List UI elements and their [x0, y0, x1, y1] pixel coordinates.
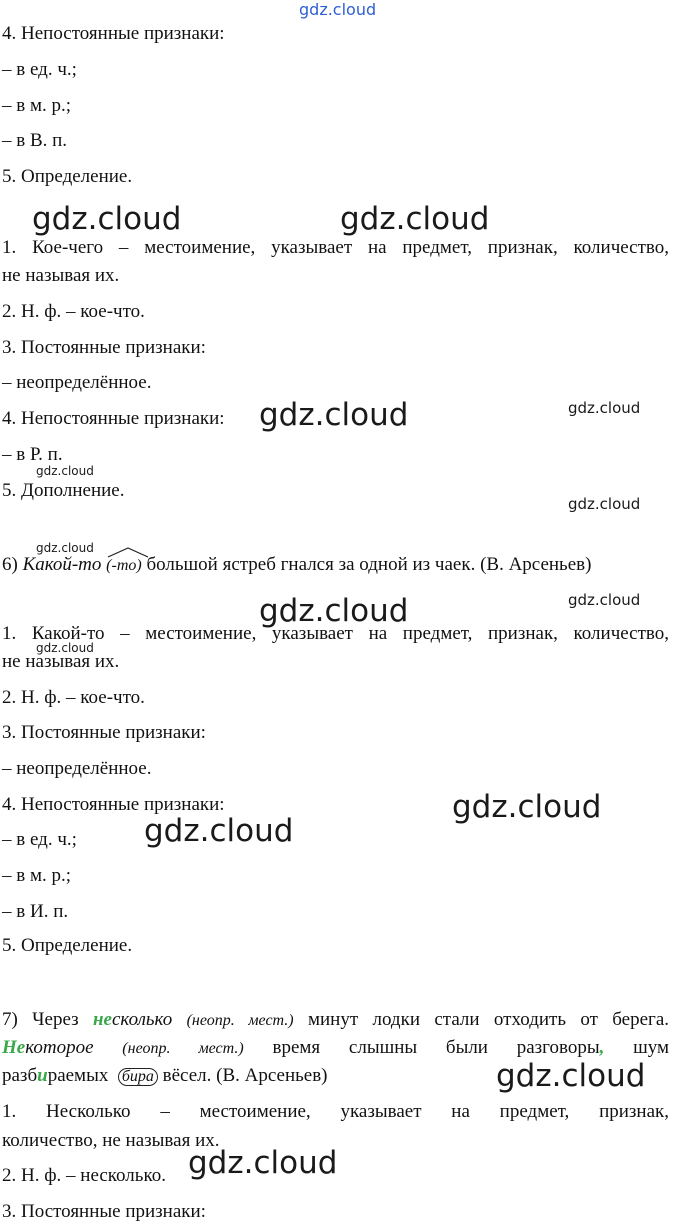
text-line: не называя их.	[2, 651, 120, 672]
suffix-mark-text: (-то)	[106, 557, 142, 574]
text-line: – в м. р.;	[2, 95, 72, 116]
text-line: 3. Постоянные признаки:	[2, 1201, 206, 1222]
highlight-prefix: Не	[2, 1037, 26, 1058]
watermark: gdz.cloud	[496, 1058, 646, 1094]
text-line: 1. Кое-чего – местоимение, указывает на предмет, признак, количество,	[2, 237, 669, 258]
watermark-top: gdz.cloud	[299, 0, 377, 19]
sentence-part: разб	[2, 1065, 38, 1086]
text-line: количество, не называя их.	[2, 1130, 220, 1151]
text-line: 1. Несколько – местоимение, указывает на предмет, признак,	[2, 1101, 669, 1122]
text-line: 5. Определение.	[2, 935, 133, 956]
grammar-note: (неопр. мест.)	[122, 1040, 244, 1057]
watermark-small: gdz.cloud	[568, 591, 641, 609]
sentence-rest: вёсел. (В. Арсеньев)	[162, 1065, 328, 1086]
sentence-rest: большой ястреб гнался за одной из чаек. (В. Арсеньев)	[146, 554, 592, 575]
pronoun-word: которое	[25, 1037, 94, 1058]
watermark: gdz.cloud	[452, 789, 602, 825]
text-line: – в В. п.	[2, 130, 68, 151]
text-line: не называя их.	[2, 265, 120, 286]
text-line: 5. Определение.	[2, 166, 133, 187]
watermark-small: gdz.cloud	[36, 464, 94, 478]
text-line: – в Р. п.	[2, 444, 63, 465]
sentence-rest: минут лодки стали отходить от берега.	[307, 1009, 670, 1030]
watermark: gdz.cloud	[32, 201, 182, 237]
text-line: 2. Н. ф. – кое-что.	[2, 687, 145, 708]
sentence-part: 7) Через	[2, 1009, 79, 1030]
arc-icon	[106, 546, 150, 558]
sentence-part: шум	[633, 1037, 669, 1058]
grammar-note: (неопр. мест.)	[186, 1012, 294, 1029]
watermark: gdz.cloud	[144, 813, 294, 849]
pronoun-word: Какой-то	[22, 554, 102, 575]
highlight-prefix: не	[93, 1009, 112, 1030]
text-line: – неопределённое.	[2, 372, 152, 393]
example-sentence-7-line2	[2, 1038, 669, 1059]
watermark: gdz.cloud	[188, 1145, 338, 1181]
watermark-small: gdz.cloud	[568, 495, 641, 513]
text-line: – в И. п.	[2, 901, 69, 922]
watermark-small: gdz.cloud	[568, 399, 641, 417]
text-line: – в ед. ч.;	[2, 59, 77, 80]
text-line: 2. Н. ф. – кое-что.	[2, 301, 145, 322]
text-line: 5. Дополнение.	[2, 480, 125, 501]
text-line: 4. Непостоянные признаки:	[2, 23, 225, 44]
watermark: gdz.cloud	[340, 201, 490, 237]
text-line: – в ед. ч.;	[2, 829, 77, 850]
highlight-letter: и	[37, 1065, 48, 1086]
example-number: 6)	[2, 554, 18, 575]
watermark: gdz.cloud	[259, 397, 409, 433]
text-line: 1. Какой-то – местоимение, указывает на предмет, признак, количество,	[2, 623, 669, 644]
text-line: 3. Постоянные признаки:	[2, 722, 206, 743]
text-line: – неопределённое.	[2, 758, 152, 779]
sentence-part: время слышны были разговоры	[272, 1037, 600, 1058]
text-line: 4. Непостоянные признаки:	[2, 794, 225, 815]
highlight-comma: ,	[599, 1037, 605, 1058]
suffix-mark	[106, 552, 142, 576]
watermark: gdz.cloud	[259, 593, 409, 629]
example-sentence-6	[2, 552, 669, 576]
text-line: 4. Непостоянные признаки:	[2, 408, 225, 429]
watermark-small: gdz.cloud	[36, 541, 94, 555]
pronoun-word: сколько	[111, 1009, 173, 1030]
text-line: – в м. р.;	[2, 865, 72, 886]
text-line: 3. Постоянные признаки:	[2, 337, 206, 358]
root-alternation-box: бира	[118, 1068, 158, 1086]
text-line: 2. Н. ф. – несколько.	[2, 1165, 166, 1186]
sentence-part: раемых	[47, 1065, 109, 1086]
watermark-small: gdz.cloud	[36, 641, 94, 655]
example-sentence-7-line1	[2, 1010, 669, 1031]
